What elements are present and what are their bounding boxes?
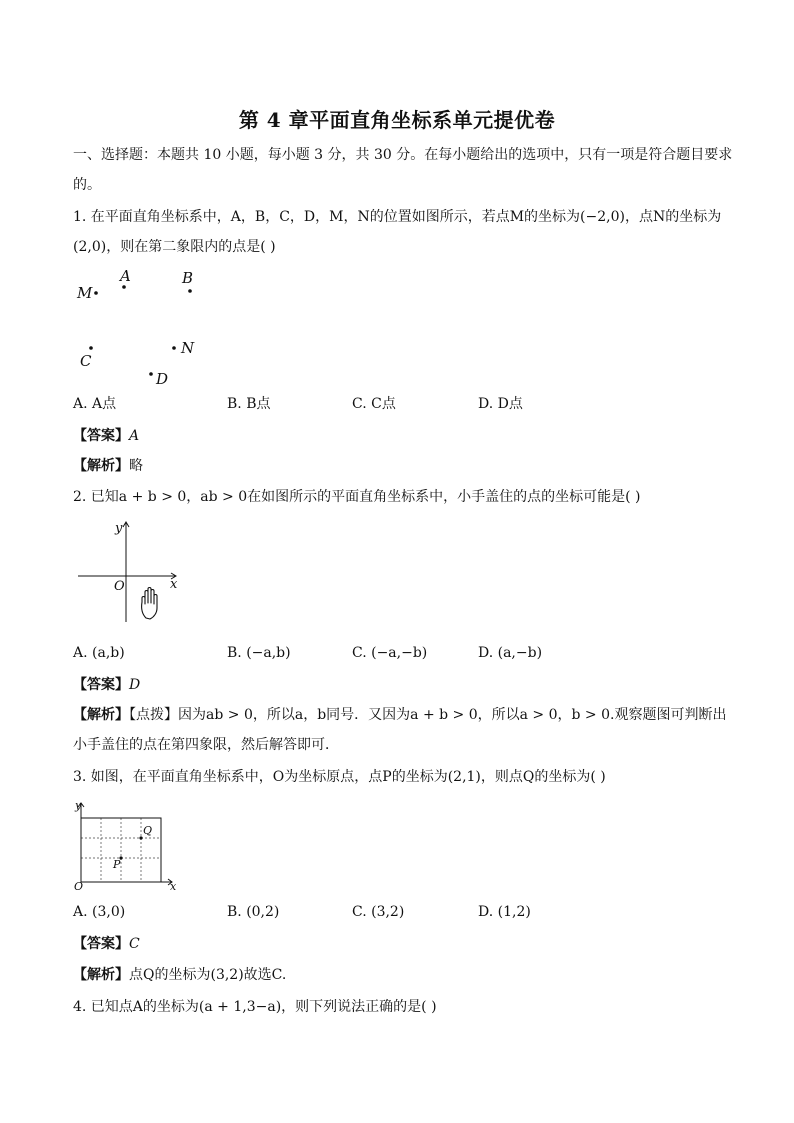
q1-stem-line1: 1. 在平面直角坐标系中，A，B，C，D，M，N的位置如图所示，若点M的坐标为(−2,0)，点N的坐标为 <box>73 209 722 225</box>
analysis-tag: 【解析】 <box>73 458 129 474</box>
q1-analysis <box>73 456 143 476</box>
page-title: 第 4 章平面直角坐标系单元提优卷 <box>238 108 556 132</box>
section-heading: 一、选择题：本题共 10 小题，每小题 3 分，共 30 分。在每小题给出的选项中，只有一项是符合题目要求 <box>73 147 733 163</box>
q1-stem-line2: (2,0)，则在第二象限内的点是( ) <box>73 239 276 255</box>
hand-icon <box>142 588 157 620</box>
answer-tag: 【答案】 <box>73 677 129 693</box>
q2-option-d[interactable]: D. (a,−b) <box>478 645 543 661</box>
q4-stem-line1: 4. 已知点A的坐标为(a + 1,3−a)，则下列说法正确的是( ) <box>73 999 437 1015</box>
q2-answer <box>73 675 140 695</box>
answer-tag: 【答案】 <box>73 428 129 444</box>
q3-analysis <box>73 965 286 985</box>
q1-label-d: D <box>156 370 169 388</box>
q1-label-n: N <box>181 339 195 357</box>
q2-label-y: y <box>115 521 123 536</box>
analysis-tag: 【解析】 <box>73 967 129 983</box>
q3-analysis-text: 点Q的坐标为(3,2)故选C. <box>129 967 287 983</box>
q1-dot-m <box>94 291 98 295</box>
q2-analysis-text-1: 【点拨】因为ab > 0，所以a，b同号．又因为a + b > 0，所以a > 0，b > 0.观察题图可判断出 <box>129 707 727 723</box>
q2-option-b[interactable]: B. (−a,b) <box>227 645 291 661</box>
q3-label-x: x <box>170 880 177 890</box>
q2-stem-line1: 2. 已知a + b > 0，ab > 0在如图所示的平面直角坐标系中，小手盖住的点的坐标可能是( ) <box>73 489 641 505</box>
q2-option-c[interactable]: C. (−a,−b) <box>352 645 428 661</box>
q3-label-y: y <box>75 799 82 812</box>
q1-dot-b <box>188 289 192 293</box>
q1-dot-c <box>89 346 93 350</box>
q1-option-d[interactable]: D. D点 <box>478 396 523 412</box>
q1-option-b[interactable]: B. B点 <box>227 396 271 412</box>
q2-axes-figure <box>74 518 184 626</box>
q1-label-a: A <box>120 267 131 285</box>
q1-dot-a <box>122 285 126 289</box>
q3-answer-value: C <box>129 936 140 952</box>
q1-analysis-text: 略 <box>129 458 143 474</box>
q1-option-a[interactable]: A. A点 <box>73 396 117 412</box>
answer-tag: 【答案】 <box>73 936 129 952</box>
section-heading-cont: 的。 <box>73 177 101 193</box>
q1-dot-d <box>149 372 153 376</box>
q3-answer <box>73 934 140 954</box>
q3-label-p: P <box>113 858 121 871</box>
q2-analysis-text-2: 小手盖住的点在第四象限，然后解答即可． <box>73 737 339 753</box>
q3-label-o: O <box>74 880 84 890</box>
q3-option-d[interactable]: D. (1,2) <box>478 904 531 920</box>
q2-label-x: x <box>170 577 178 592</box>
q1-label-m: M <box>77 284 93 302</box>
q1-answer-value: A <box>129 428 140 444</box>
q3-label-q: Q <box>143 824 153 837</box>
q3-option-a[interactable]: A. (3,0) <box>73 904 126 920</box>
q2-label-o: O <box>114 579 125 594</box>
q1-label-b: B <box>182 269 194 287</box>
q1-point-figure <box>70 262 210 390</box>
q3-grid-figure <box>72 798 182 890</box>
q1-dot-n <box>172 346 176 350</box>
q3-option-b[interactable]: B. (0,2) <box>227 904 280 920</box>
q2-analysis <box>73 705 726 725</box>
q3-option-c[interactable]: C. (3,2) <box>352 904 405 920</box>
q1-label-c: C <box>80 352 92 370</box>
q1-option-c[interactable]: C. C点 <box>352 396 396 412</box>
q2-option-a[interactable]: A. (a,b) <box>73 645 125 661</box>
q1-answer <box>73 426 139 446</box>
q3-stem-line1: 3. 如图，在平面直角坐标系中，O为坐标原点，点P的坐标为(2,1)，则点Q的坐标为( ) <box>73 769 606 785</box>
q2-answer-value: D <box>129 677 141 693</box>
analysis-tag: 【解析】 <box>73 707 129 723</box>
